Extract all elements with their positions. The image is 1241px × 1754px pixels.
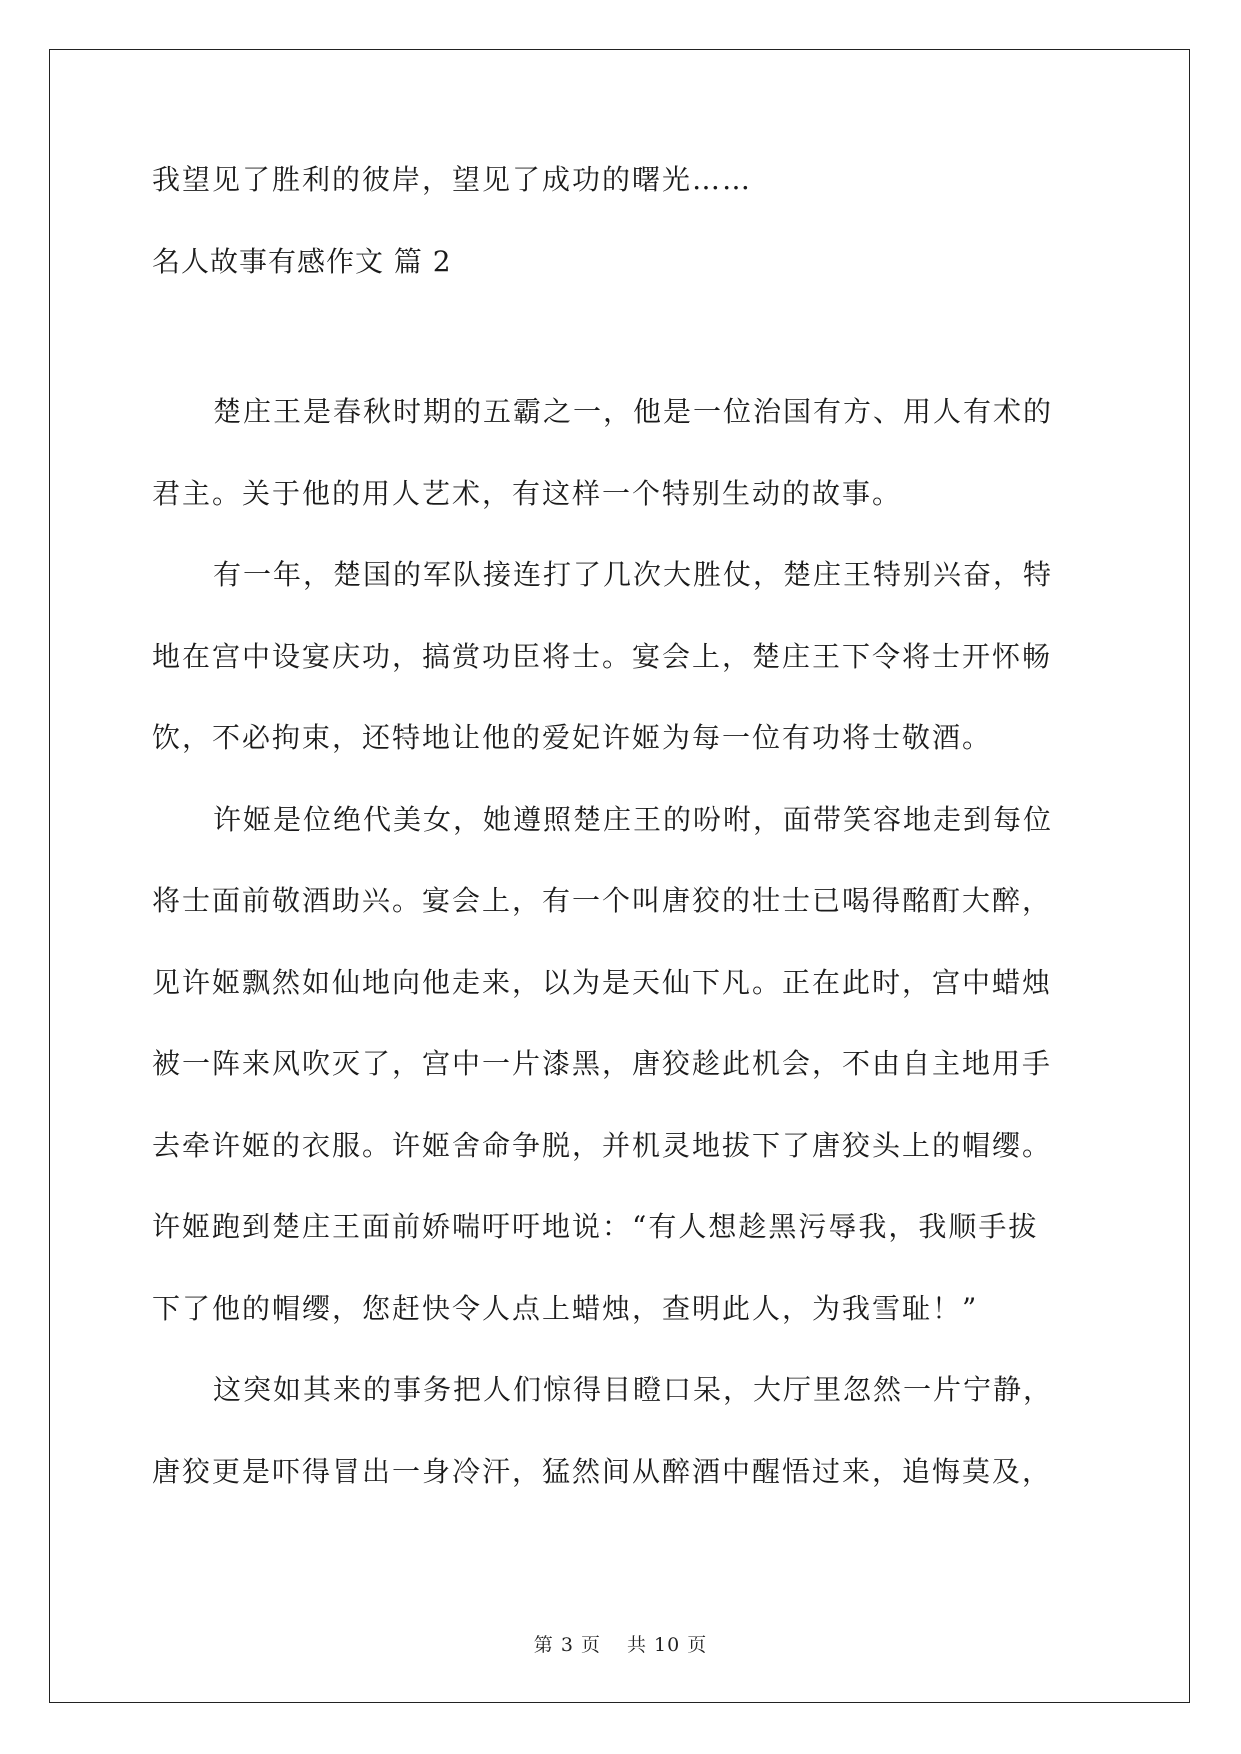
paragraph [152,1370,1092,1533]
paragraph [152,392,1092,555]
text-line: 许姬是位绝代美女，她遵照楚庄王的吩咐，面带笑容地走到每位 [213,802,1054,836]
text-line: 将士面前敬酒助兴。宴会上，有一个叫唐狡的壮士已喝得酩酊大醉， [152,884,1053,917]
page-footer [0,1630,1241,1657]
continuation-line: 我望见了胜利的彼岸，望见了成功的曙光…… [152,163,753,196]
page-number: 第 3 页 [533,1634,601,1656]
text-line: 楚庄王是春秋时期的五霸之一，他是一位治国有方、用人有术的 [213,395,1054,428]
paragraph [152,555,1092,800]
text-line: 君主。关于他的用人艺术，有这样一个特别生动的故事。 [152,476,903,510]
section-spacer [152,323,1092,392]
page-total: 共 10 页 [626,1634,708,1656]
text-line: 饮，不必拘束，还特地让他的爱妃许姬为每一位有功将士敬酒。 [152,721,993,754]
text-line: 去牵许姬的衣服。许姬舍命争脱，并机灵地拔下了唐狡头上的帽缨。 [152,1128,1053,1162]
text-line: 被一阵来风吹灭了，宫中一片漆黑，唐狡趁此机会，不由自主地用手 [152,1047,1053,1080]
paragraph [152,800,1092,1371]
document-body [152,160,1092,1533]
text-line: 见许姬飘然如仙地向他走来，以为是天仙下凡。正在此时，宫中蜡烛 [152,965,1053,999]
section-title: 名人故事有感作文 篇 2 [152,244,452,278]
text-line: 这突如其来的事务把人们惊得目瞪口呆，大厅里忽然一片宁静， [213,1373,1054,1406]
text-line: 下了他的帽缨，您赶快令人点上蜡烛，查明此人，为我雪耻！” [152,1291,979,1325]
text-line: 有一年，楚国的军队接连打了几次大胜仗，楚庄王特别兴奋，特 [213,558,1054,591]
text-line: 唐狡更是吓得冒出一身冷汗，猛然间从醉酒中醒悟过来，追悔莫及， [152,1454,1053,1488]
text-line: 地在宫中设宴庆功，搞赏功臣将士。宴会上，楚庄王下令将士开怀畅 [152,639,1053,673]
text-line: 许姬跑到楚庄王面前娇喘吁吁地说：“有人想趁黑污辱我，我顺手拔 [152,1210,1039,1243]
